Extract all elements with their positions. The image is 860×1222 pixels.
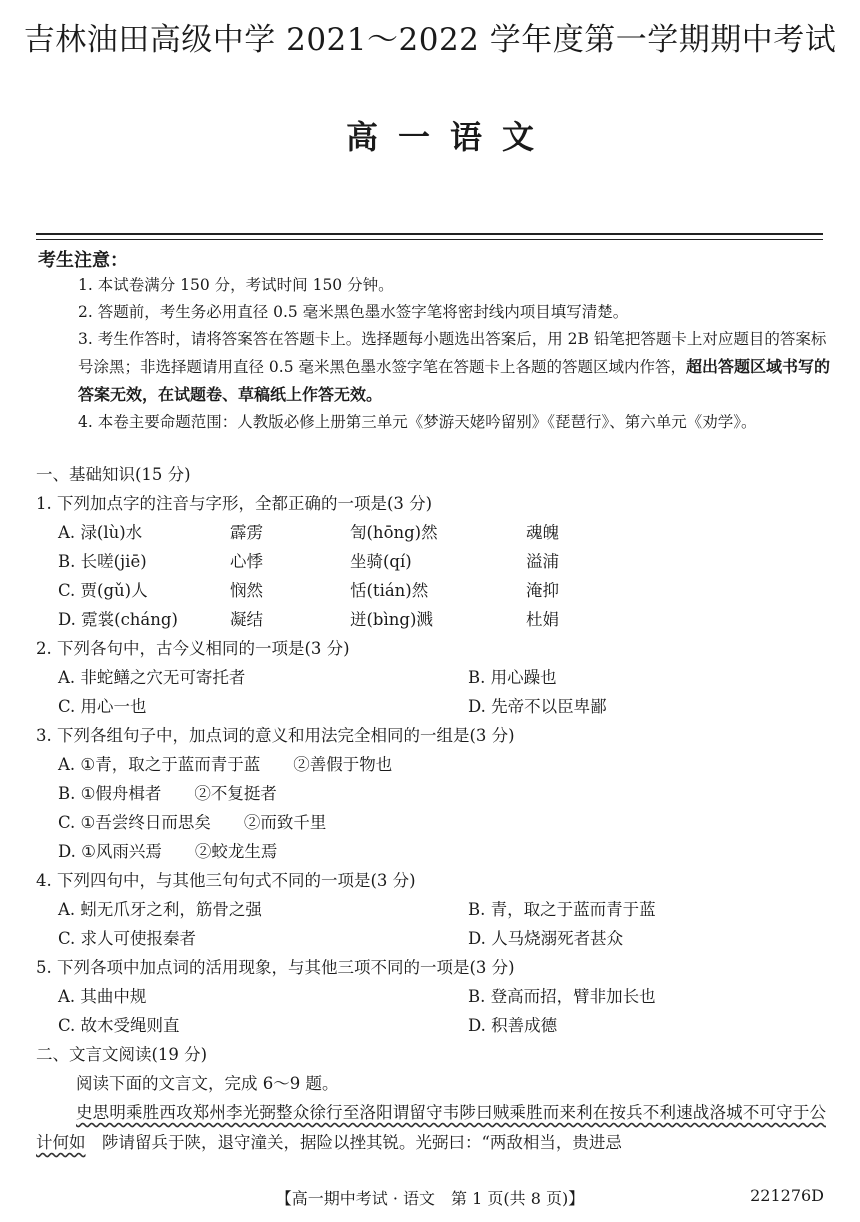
section-1-heading: 一、基础知识(15 分) bbox=[36, 465, 191, 484]
notice-heading: 考生注意： bbox=[38, 250, 128, 271]
question-5-stem: 5. 下列各项中加点词的活用现象，与其他三项不同的一项是(3 分) bbox=[36, 958, 515, 977]
notice-list bbox=[78, 272, 838, 436]
notice-item-1: 1. 本试卷满分 150 分，考试时间 150 分钟。 bbox=[78, 276, 394, 294]
q3-option-b: B. ①假舟楫者 ②不复挺者 bbox=[58, 784, 277, 803]
q3-option-c-row bbox=[36, 808, 826, 837]
q5-row-2 bbox=[36, 1011, 826, 1040]
q5-option-a: A. 其曲中规 bbox=[58, 987, 147, 1006]
q2-row-2 bbox=[36, 692, 826, 721]
q4-row-1 bbox=[36, 895, 826, 924]
q3-option-d: D. ①风雨兴焉 ②蛟龙生焉 bbox=[58, 842, 278, 861]
q1-b-col4: 溢浦 bbox=[526, 552, 559, 571]
q2-option-d: D. 先帝不以臣卑鄙 bbox=[468, 697, 607, 716]
notice-bold-warning: 超出答题区域书写的答案无效，在试题卷、草稿纸上作答无效。 bbox=[78, 357, 831, 404]
q2-option-c: C. 用心一也 bbox=[58, 697, 147, 716]
q4-option-c: C. 求人可使报秦者 bbox=[58, 929, 197, 948]
q3-option-a-row bbox=[36, 750, 826, 779]
q5-option-d: D. 积善成德 bbox=[468, 1016, 558, 1035]
notice-item-2: 2. 答题前，考生务必用直径 0.5 毫米黑色墨水签字笔将密封线内项目填写清楚。 bbox=[78, 303, 629, 321]
q1-a-col2: 霹雳 bbox=[230, 523, 263, 542]
q1-c-col1: C. 贾(gǔ)人 bbox=[58, 581, 148, 600]
q2-row-1 bbox=[36, 663, 826, 692]
passage-wavy-underlined: 史思明乘胜西攻郑州李光弼整众徐行至洛阳谓留守韦陟曰贼乘胜而来利在按兵不利速战洛城不可守于公计何如 bbox=[36, 1103, 826, 1152]
notice-item-3 bbox=[78, 326, 838, 409]
q1-c-col3: 恬(tián)然 bbox=[350, 581, 429, 600]
q3-option-d-row bbox=[36, 837, 826, 866]
notice-item-3-text: 3. 考生作答时，请将答案答在答题卡上。选择题每小题选出答案后，用 2B 铅笔把答题卡上对应题目的答案标号涂黑；非选择题请用直径 0.5 毫米黑色墨水签字笔在答题卡上各题的答题区域内作答， bbox=[78, 330, 827, 376]
q2-option-b: B. 用心躁也 bbox=[468, 668, 557, 687]
q1-b-col2: 心悸 bbox=[230, 552, 263, 571]
q1-d-col3: 迸(bìng)溅 bbox=[350, 610, 433, 629]
q1-a-col3: 訇(hōng)然 bbox=[350, 523, 438, 542]
q1-b-col3: 坐骑(qí) bbox=[350, 552, 412, 571]
page-footer bbox=[0, 1186, 860, 1210]
q1-a-col1: A. 渌(lù)水 bbox=[58, 523, 143, 542]
questions-area bbox=[36, 460, 826, 1158]
q4-row-2 bbox=[36, 924, 826, 953]
q1-c-col2: 悯然 bbox=[230, 581, 263, 600]
divider-thin bbox=[36, 239, 823, 240]
question-1-stem: 1. 下列加点字的注音与字形，全都正确的一项是(3 分) bbox=[36, 494, 433, 513]
q1-row-a bbox=[36, 518, 826, 547]
q3-option-a: A. ①青，取之于蓝而青于蓝 ②善假于物也 bbox=[58, 755, 393, 774]
q3-option-c: C. ①吾尝终日而思矣 ②而致千里 bbox=[58, 813, 327, 832]
q5-option-c: C. 故木受绳则直 bbox=[58, 1016, 180, 1035]
q4-option-a: A. 蚓无爪牙之利，筋骨之强 bbox=[58, 900, 262, 919]
q1-d-col1: D. 霓裳(cháng) bbox=[58, 610, 178, 629]
exam-title: 吉林油田高级中学 2021～2022 学年度第一学期期中考试 bbox=[23, 22, 837, 58]
footer-code: 221276D bbox=[750, 1186, 824, 1205]
q1-b-col1: B. 长嗟(jiē) bbox=[58, 552, 147, 571]
passage-continuation: 陟请留兵于陕，退守潼关，据险以挫其锐。光弼曰：“两敌相当，贵进忌 bbox=[102, 1133, 622, 1152]
question-2-stem: 2. 下列各句中，古今义相同的一项是(3 分) bbox=[36, 639, 350, 658]
question-4-stem: 4. 下列四句中，与其他三句句式不同的一项是(3 分) bbox=[36, 871, 416, 890]
q1-d-col4: 杜娟 bbox=[526, 610, 559, 629]
question-3-stem: 3. 下列各组句子中，加点词的意义和用法完全相同的一组是(3 分) bbox=[36, 726, 515, 745]
q3-option-b-row bbox=[36, 779, 826, 808]
footer-page-info: 【高一期中考试 · 语文 第 1 页(共 8 页)】 bbox=[275, 1189, 585, 1208]
section-2-heading: 二、文言文阅读(19 分) bbox=[36, 1045, 208, 1064]
divider-thick bbox=[36, 233, 823, 235]
passage-intro: 阅读下面的文言文，完成 6～9 题。 bbox=[76, 1074, 339, 1093]
q4-option-d: D. 人马烧溺死者甚众 bbox=[468, 929, 624, 948]
q2-option-a: A. 非蛇鳝之穴无可寄托者 bbox=[58, 668, 246, 687]
subject-title: 高一语文 bbox=[345, 118, 554, 156]
q1-row-b bbox=[36, 547, 826, 576]
notice-item-4: 4. 本卷主要命题范围：人教版必修上册第三单元《梦游天姥吟留别》《琵琶行》、第六单元《劝学》。 bbox=[78, 413, 757, 431]
q4-option-b: B. 青，取之于蓝而青于蓝 bbox=[468, 900, 656, 919]
q5-row-1 bbox=[36, 982, 826, 1011]
q5-option-b: B. 登高而招，臂非加长也 bbox=[468, 987, 656, 1006]
q1-a-col4: 魂魄 bbox=[526, 523, 559, 542]
q1-row-c bbox=[36, 576, 826, 605]
q1-row-d bbox=[36, 605, 826, 634]
q1-c-col4: 淹抑 bbox=[526, 581, 559, 600]
q1-d-col2: 凝结 bbox=[230, 610, 263, 629]
passage-text bbox=[36, 1098, 826, 1158]
